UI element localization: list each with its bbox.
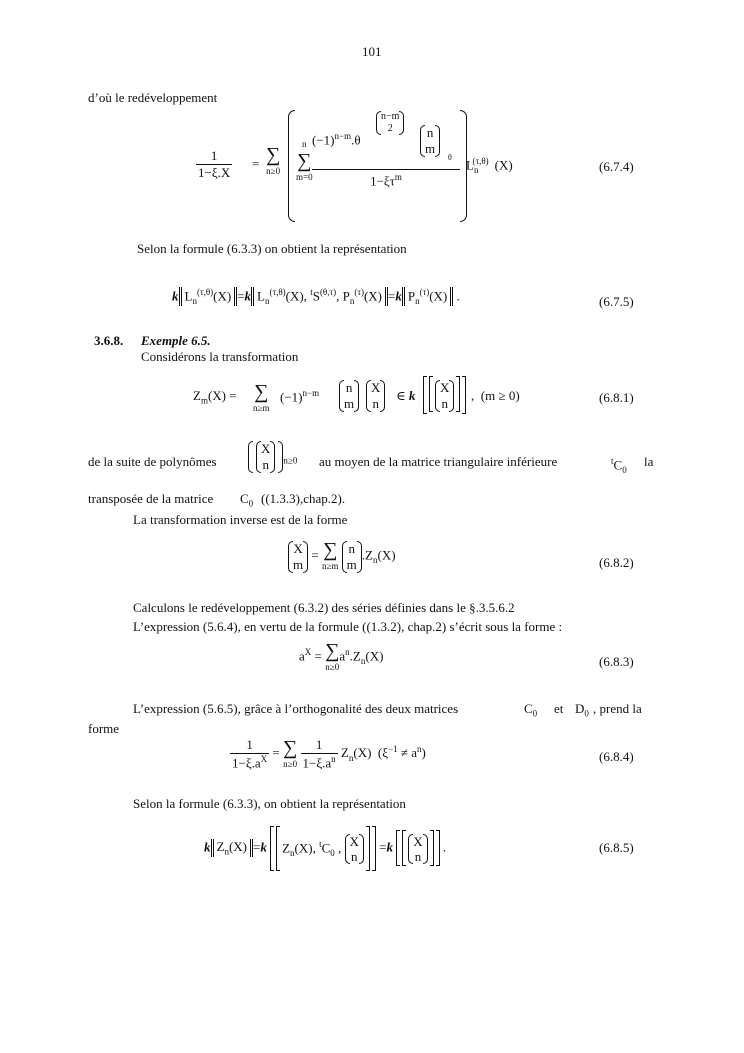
text-line: forme (88, 721, 120, 736)
text-line: la (644, 454, 654, 469)
text-line: Selon la formule (6.3.3), on obtient la représentation (133, 796, 406, 811)
text-line: La transformation inverse est de la forme (133, 512, 348, 527)
text-line: d’où le redéveloppement (88, 90, 218, 105)
polynomial-sequence: X n $_{n\ge 0}$ (248, 441, 297, 473)
text-line: Selon la formule (6.3.3) on obtient la représentation (137, 241, 407, 256)
text-line: ((1.3.3),chap.2). (261, 491, 346, 506)
text-line: de la suite de polynômes (88, 454, 217, 469)
equation-6-8-5: k $Z_n(X) =k$ $Z_n(X)$, $^tC_0$ , X n =k X n . (204, 828, 446, 869)
fraction: $\frac{1}{1-\xi.X}$ (198, 148, 231, 180)
sum-symbol: ∑ n≥0 (266, 144, 281, 176)
equation-6-7-4: $\frac{1}{1-\xi.X}$ = ∑ n≥0 n ∑ m=0 $(-1)^{n-m}.\theta$ n−m 2 n m θ $1-\xi\tau^m$ $L_n^{(\tau,\theta)}$ (X) (196, 110, 616, 222)
equation-number: (6.8.3) (599, 654, 634, 669)
equation-number: (6.8.4) (599, 749, 634, 764)
equation-number: (6.8.5) (599, 840, 634, 855)
text-line: Calculons le redéveloppement (6.3.2) des séries définies dans le §.3.5.6.2 (133, 600, 515, 615)
text-line: L’expression (5.6.4), en vertu de la formule ((1.3.2), chap.2) s’écrit sous la forme : (133, 619, 563, 634)
page-number: 101 (362, 44, 382, 59)
equation-number: (6.8.1) (599, 390, 634, 405)
equation-number: (6.7.4) (599, 159, 634, 174)
text-line: L’expression (5.6.5), grâce à l’orthogonalité des deux matrices (133, 701, 459, 716)
equation-number: (6.7.5) (599, 294, 634, 309)
section-number: 3.6.8. (94, 333, 124, 348)
text-line: au moyen de la matrice triangulaire inférieure (319, 454, 558, 469)
text-line: et (554, 701, 564, 716)
text-line: , prend la (593, 701, 642, 716)
sum-symbol: n ∑ m=0 (296, 139, 313, 182)
section-title: Exemple 6.5. (141, 333, 211, 348)
text-line: transposée de la matrice (88, 491, 214, 506)
equation-6-8-2: X m = ∑ n≥m n $m.Z_n(X)$ (288, 540, 396, 573)
equation-6-7-5: k $L_n^{(\tau,\theta)}(X) =k$ $L_n^{(\tau,\theta)}(X)$, $^tS^{(\theta,\tau)}$, $P_n^{(\tau)}(X) =k$ $P_n^{(\tau)}(X)$ . (172, 287, 460, 306)
page: 101 d’où le redéveloppement $\frac{1}{1-\xi.X}$ = ∑ n≥0 n ∑ m=0 $(-1)^{n-m}.\theta$ n−m 2 n m θ $1-\xi\tau^m$ $L_n^{(\tau,\theta)}$ (X) (6.7.4) Selon la formule (6.3.3) on obtient la représentation k $L_n^{(\tau,\theta)}(X) =k$ $L_n^{(\tau,\theta)}(X)$, $^tS^{(\theta,\tau)}$, $P_n^{(\tau)}(X) =k$ $P_n^{(\tau)}(X)$ . (6.7.5) 3.6.8. Exemple 6.5. Considérons la transformation $Z_m(X)$ = ∑ n≥m $(-1)^{n-m}$ n m X n ∈ k X n , (m ≥ 0) (6.8.1) de la suite de polynômes X n $_{n\ge 0}$ au moyen de la matrice triangulaire inférieure $^tC_0$ la transposée de la matrice $C_0$ ((1.3.3),chap.2). La transformation inverse est de la forme X m = ∑ n≥m n $m.Z_n(X)$ (6.8.2) Calculons le redéveloppement (6.3.2) des séries définies dans le §.3.5.6.2 L’expression (5.6.4), en vertu de la formule ((1.3.2), chap.2) s’écrit sous la forme : $a^X$ = ∑ n≥0 $a^n.Z_n(X)$ (6.8.3) L’expression (5.6.5), grâce à l’orthogonalité des deux matrices $C_0$ et $D_0$ , prend la forme $\frac{1}{1-\xi.a^X}$ = ∑ n≥0 $\frac{1}{1-\xi.a^n}$ $Z_n(X) (\xi^{-1} \ne a^n)$ (6.8.4) Selon la formule (6.3.3), on obtient la représentation k $Z_n(X) =k$ $Z_n(X)$, $^tC_0$ , X n =k X n . (6.8.5) (0, 0, 744, 1053)
equation-6-8-3: $a^X$ = ∑ n≥0 $a^n.Z_n(X)$ (299, 640, 384, 672)
equation-6-8-4: $\frac{1}{1-\xi.a^X}$ = ∑ n≥0 $\frac{1}{1-\xi.a^n}$ $Z_n(X) (\xi^{-1} \ne a^n)$ (232, 736, 426, 771)
equation-number: (6.8.2) (599, 555, 634, 570)
text-line: Considérons la transformation (141, 349, 299, 364)
